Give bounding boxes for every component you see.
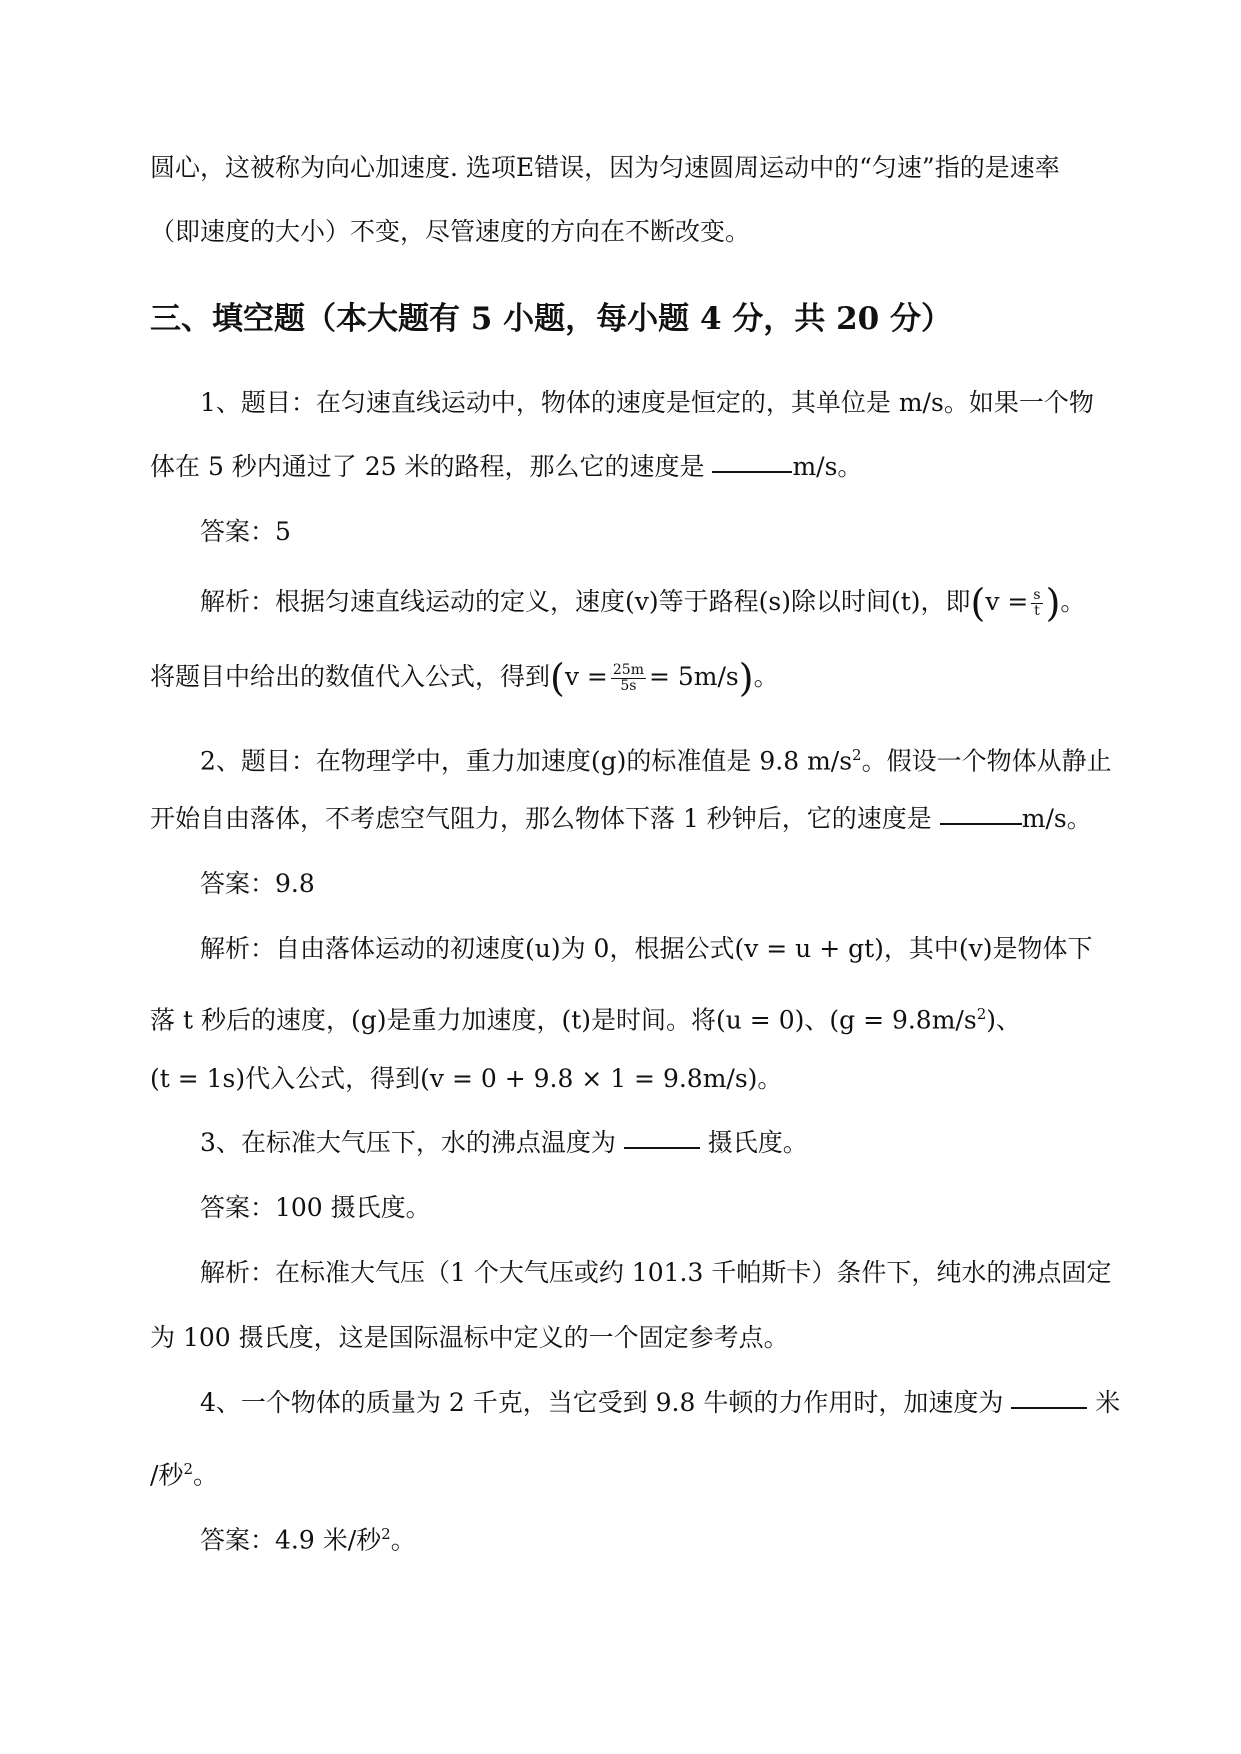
question-text: 1、题目：在匀速直线运动中，物体的速度是恒定的，其单位是 m/s。如果一个物	[200, 388, 1094, 417]
explanation-text: (t = 1s)代入公式，得到(v = 0 + 9.8 × 1 = 9.8m/s)。	[150, 1064, 783, 1093]
section-heading-text: 三、填空题（本大题有 5 小题，每小题 4 分，共 20 分）	[150, 301, 953, 337]
question-4-line	[200, 1385, 1121, 1421]
explanation-text: 为 100 摄氏度，这是国际温标中定义的一个固定参考点。	[150, 1323, 789, 1352]
text-line	[150, 214, 1091, 250]
answer-blank	[624, 1146, 700, 1149]
question-text: /秒	[150, 1460, 184, 1490]
question-text: 3、在标准大气压下，水的沸点温度为	[200, 1128, 624, 1157]
question-text: 摄氏度。	[699, 1128, 808, 1157]
answer-2	[200, 866, 1091, 902]
answer-text: 答案：100 摄氏度。	[200, 1193, 431, 1222]
question-text: 米	[1087, 1388, 1121, 1417]
explanation-text: 解析：根据匀速直线运动的定义，速度(v)等于路程(s)除以时间(t)，即	[200, 587, 971, 616]
question-text: 体在 5 秒内通过了 25 米的路程，那么它的速度是	[150, 452, 713, 481]
answer-blank	[712, 470, 792, 473]
explanation-2-line	[150, 1061, 1091, 1097]
answer-text: 答案：4.9 米/秒	[200, 1525, 382, 1555]
paragraph-text: （即速度的大小）不变，尽管速度的方向在不断改变。	[150, 217, 751, 246]
paragraph-text: 圆心，这被称为向心加速度. 选项E错误，因为匀速圆周运动中的“匀速”指的是速率	[150, 153, 1060, 182]
explanation-3-line	[200, 1255, 1112, 1291]
question-3-line	[200, 1125, 1091, 1161]
explanation-text: 落 t 秒后的速度，(g)是重力加速度，(t)是时间。将(u = 0)、(g = 9.8m/s	[150, 1005, 977, 1035]
explanation-text: 解析：自由落体运动的初速度(u)为 0，根据公式(v = u + gt)，其中(v)是物体下	[200, 934, 1093, 963]
explanation-1-line: 解析：根据匀速直线运动的定义，速度(v)等于路程(s)除以时间(t)，即(v = $\frac{s}{t}$ )。	[200, 581, 1086, 625]
explanation-3-line	[150, 1320, 1091, 1356]
explanation-text: 将题目中给出的数值代入公式，得到	[150, 662, 551, 691]
question-text: 。假设一个物体从静止	[861, 746, 1112, 776]
answer-3	[200, 1190, 1091, 1226]
formula: (v = $\frac{s}{t}$ )	[970, 581, 1061, 625]
explanation-2-line: 落 t 秒后的速度，(g)是重力加速度，(t)是时间。将(u = 0)、$(g = 9.8m/s^2)$、	[150, 1005, 1021, 1035]
text-line	[150, 150, 1091, 186]
section-heading	[150, 298, 1091, 340]
question-4-line: /秒$^2$。	[150, 1460, 218, 1490]
question-1-line	[200, 385, 1094, 421]
question-2-line	[150, 801, 1091, 837]
answer-blank	[940, 822, 1022, 825]
answer-text: 答案：5	[200, 517, 291, 546]
answer-blank	[1011, 1406, 1087, 1409]
fraction: $\frac{s}{t}$	[1033, 587, 1041, 619]
question-text: 开始自由落体，不考虑空气阻力，那么物体下落 1 秒钟后，它的速度是	[150, 804, 940, 833]
question-2-line: 2、题目：在物理学中，重力加速度(g)的标准值是 9.8 $m/s^2$。假设一个物体从静止	[200, 746, 1112, 776]
explanation-1-line: 将题目中给出的数值代入公式，得到(v = $\frac{25m}{5s}$ = 5m/s)。	[150, 656, 779, 700]
question-text: m/s。	[792, 452, 863, 481]
answer-1	[200, 514, 1091, 550]
explanation-2-line	[200, 931, 1091, 967]
formula: (v = $\frac{25m}{5s}$ = 5m/s)	[550, 656, 754, 700]
question-1-line	[150, 449, 1091, 485]
fraction: $\frac{25m}{5s}$	[612, 662, 644, 694]
question-text: 4、一个物体的质量为 2 千克，当它受到 9.8 牛顿的力作用时，加速度为	[200, 1388, 1012, 1417]
explanation-text: 解析：在标准大气压（1 个大气压或约 101.3 千帕斯卡）条件下，纯水的沸点固定	[200, 1258, 1112, 1287]
answer-4: 答案：4.9 米/秒$^2$。	[200, 1525, 416, 1555]
question-text: 2、题目：在物理学中，重力加速度(g)的标准值是 9.8 m/s	[200, 746, 853, 776]
question-text: m/s。	[1021, 804, 1092, 833]
answer-text: 答案：9.8	[200, 869, 315, 898]
